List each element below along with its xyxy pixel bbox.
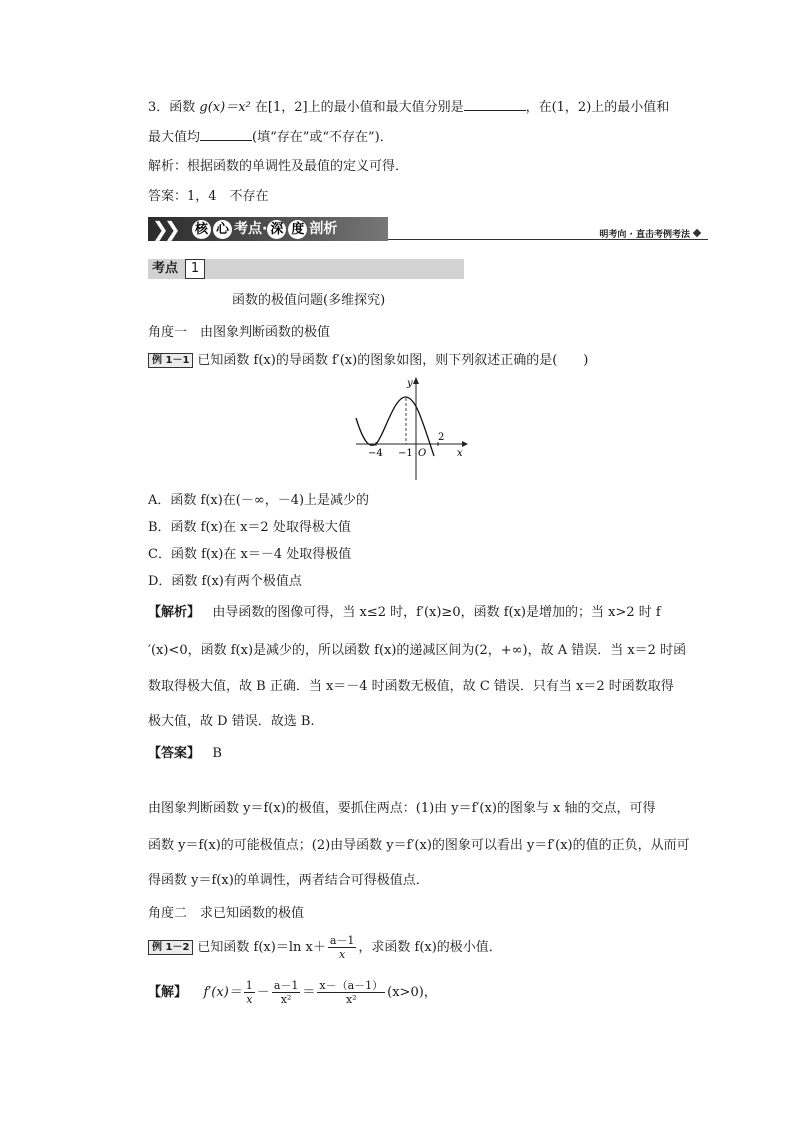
tick-label-2: 2 [438,432,445,443]
angle-one-heading: 角度一 由图象判断函数的极值 [148,325,331,340]
solution-1-line-1 [148,604,661,622]
q3-line1-c: 在[1，2]上的最小值和最大值分别是 [250,100,464,115]
fraction-denominator: x [339,948,346,961]
q3-line1-a: 3．函数 [148,100,200,115]
q3-analysis: 解析：根据函数的单调性及最值的定义可得． [148,159,409,174]
y-axis-arrow [413,377,419,384]
q3-blank-2 [200,126,252,141]
solution-1-line-3: 数取得极大值，故 B 正确．当 x＝－4 时函数无极值，故 C 错误．只有当 x＝2 时函数取得 [148,679,674,694]
fraction [272,979,301,1006]
section-banner [148,217,708,245]
topic-title: 函数的极值问题(多维探究) [232,293,386,308]
answer-1 [148,745,222,763]
example-1-1-stem [148,352,588,370]
example-tag: 例 1－1 [148,353,193,368]
example-1-2-text-b: ，求函数 f(x)的极小值． [358,940,502,955]
derivative-graph [352,372,472,484]
q3-answer: 答案：1，4 不存在 [148,189,269,204]
summary-line-3: 得函数 y＝f(x)的单调性，两者结合可得极值点． [148,873,429,888]
tick-label-minus-4: −4 [368,448,383,459]
solution-2-head: 【解】 [148,985,188,1000]
answer-head: 【答案】 [148,746,201,761]
fraction-numerator: 1 [245,979,253,992]
q3-line1 [148,96,669,117]
summary-line-2: 函数 y＝f(x)的可能极值点；(2)由导函数 y＝f′(x)的图象可以看出 y＝f′(x)的值的正负，从而可 [148,838,690,853]
tick-label-minus-1: −1 [398,448,413,459]
fraction [317,979,385,1006]
q3-line1-d: ，在(1，2)上的最小值和 [525,100,670,115]
fraction-denominator: x [246,993,253,1006]
fraction [328,934,357,961]
x-axis-label: x [457,448,463,459]
option-c: C．函数 f(x)在 x＝－4 处取得极值 [148,547,352,562]
example-1-2-stem [148,934,502,962]
banner-char-1: 核 [192,220,211,239]
x-axis-arrow [462,441,468,447]
kaodian-bar [148,259,464,279]
fraction-denominator: x² [345,993,357,1006]
q3-function-expr: g(x)＝x² [199,100,251,115]
example-1-1-text: 已知函数 f(x)的导函数 f′(x)的图象如图，则下列叙述正确的是( ) [197,353,589,368]
chevron-icon: ❯ [152,217,169,241]
solution-head: 【解析】 [148,605,201,620]
origin-label: O [418,448,427,459]
kaodian-number: 1 [185,259,205,279]
fraction-denominator: x² [280,993,292,1006]
q3-blank-1 [464,96,526,111]
banner-title [192,219,337,239]
example-1-2-text-a: 已知函数 f(x)＝ln x＋ [197,940,326,955]
domain-condition: (x>0)， [387,985,437,1000]
option-a: A．函数 f(x)在(－∞，－4)上是减少的 [148,493,370,508]
summary-line-1: 由图象判断函数 y＝f(x)的极值，要抓住两点：(1)由 y＝f′(x)的图象与 x 轴的交点，可得 [148,801,656,816]
fraction [244,979,255,1006]
solution-1-text-1: 由导函数的图像可得，当 x≤2 时，f′(x)≥0，函数 f(x)是增加的；当 x>2 时 f [212,605,661,620]
banner-subtitle [599,227,700,240]
angle-two-heading: 角度二 求已知函数的极值 [148,906,305,921]
example-tag: 例 1－2 [148,940,193,955]
solution-2-line [148,978,437,1008]
q3-line2-b: (填“存在”或“不存在”)． [252,130,393,145]
equals-sign: ＝ [302,985,316,1000]
banner-char-3: 深 [267,220,286,239]
banner-char-4: 度 [288,220,307,239]
answer-value: B [212,746,222,761]
q3-line2-a: 最大值均 [148,130,201,145]
solution-1-line-4: 极大值，故 D 错误．故选 B. [148,714,315,729]
fraction-numerator: a－1 [329,934,355,947]
diamond-icon [693,229,701,237]
banner-end: 剖析 [309,221,338,237]
q3-line2 [148,126,393,147]
banner-subtitle-text: 明考向 · 直击考例考法 [599,230,690,240]
fraction-numerator: a－1 [273,979,299,992]
chevron-icon: ❯ [164,217,181,241]
banner-mid: 考点· [234,221,268,237]
y-axis-label: y [407,378,413,389]
option-b: B．函数 f(x)在 x＝2 处取得极大值 [148,520,351,535]
option-d: D．函数 f(x)有两个极值点 [148,574,302,589]
fraction-numerator: x－（a－1） [319,979,384,992]
minus-sign: － [256,985,270,1000]
kaodian-label: 考点 [152,261,179,276]
solution-2-lhs: f′(x)＝ [203,985,242,1000]
solution-1-line-2: ′(x)<0，函数 f(x)是减少的，所以函数 f(x)的递减区间为(2，+∞)，故 A 错误．当 x＝2 时函 [148,643,687,658]
banner-char-2: 心 [213,220,232,239]
